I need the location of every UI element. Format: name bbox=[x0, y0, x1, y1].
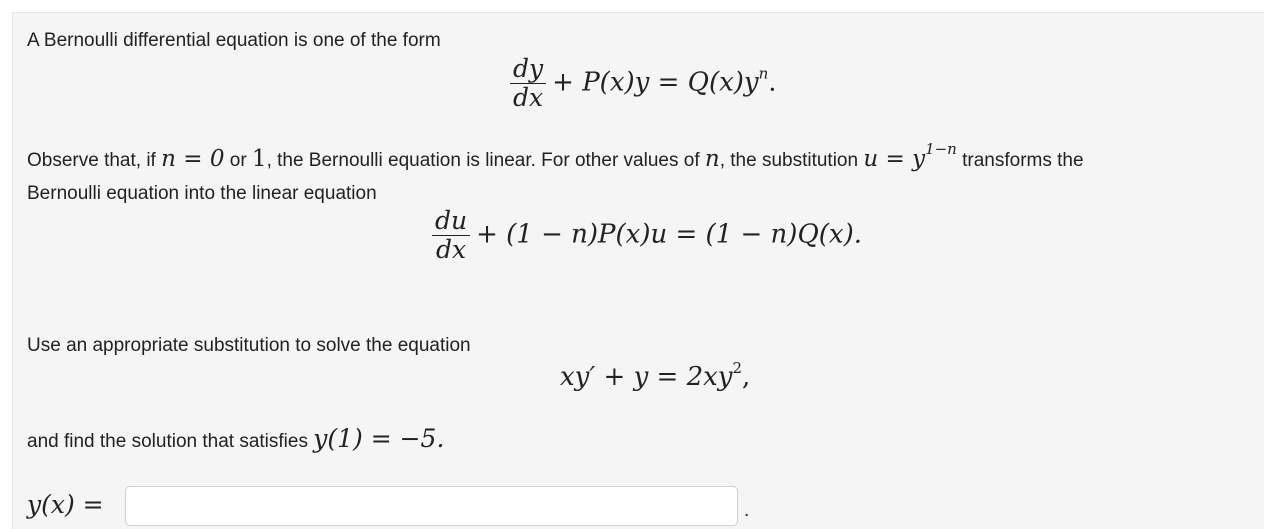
equation1-rest: + P(x)y = Q(x)y bbox=[552, 67, 759, 98]
equation3-comma: , bbox=[742, 362, 751, 392]
answer-label: y(x) = bbox=[27, 490, 104, 519]
substitution-expression: u = y bbox=[863, 146, 926, 172]
substitution-exponent: 1−n bbox=[925, 140, 957, 158]
answer-trailing-period: . bbox=[744, 500, 750, 521]
observe-text-2: or bbox=[224, 150, 252, 171]
n-variable: n bbox=[704, 146, 720, 172]
observe-text-5: transforms the bbox=[956, 150, 1084, 171]
denominator-dx-2: dx bbox=[436, 235, 467, 264]
denominator-dx: dx bbox=[513, 83, 544, 112]
du-dx-fraction bbox=[432, 207, 470, 264]
observe-text-4: , the substitution bbox=[719, 150, 864, 171]
answer-input[interactable] bbox=[125, 486, 738, 526]
equation1-period: . bbox=[768, 67, 777, 98]
condition-line bbox=[27, 424, 444, 453]
equation1-exponent: n bbox=[758, 64, 769, 83]
numerator-du: du bbox=[432, 207, 470, 236]
observe-line-1 bbox=[27, 140, 1084, 172]
observe-line-2: Bernoulli equation into the linear equation bbox=[27, 183, 377, 204]
observe-text-3: , the Bernoulli equation is linear. For other values of bbox=[266, 150, 705, 171]
condition-text: and find the solution that satisfies bbox=[27, 431, 314, 452]
observe-text-1: Observe that, if bbox=[27, 150, 162, 171]
given-equation bbox=[560, 359, 751, 392]
equation3-lhs: xy′ + y = 2xy bbox=[560, 362, 733, 392]
equation2-rest: + (1 − n)P(x)u = (1 − n)Q(x). bbox=[476, 219, 862, 250]
intro-text: A Bernoulli differential equation is one of the form bbox=[27, 30, 441, 51]
initial-condition: y(1) = −5. bbox=[313, 424, 445, 453]
n-equals-zero: n = 0 bbox=[161, 146, 225, 172]
linear-equation bbox=[432, 207, 862, 264]
task-text: Use an appropriate substitution to solve the equation bbox=[27, 335, 471, 356]
dy-dx-fraction bbox=[510, 55, 546, 112]
numerator-dy: dy bbox=[510, 55, 546, 84]
equation3-exponent: 2 bbox=[732, 359, 743, 377]
bernoulli-equation bbox=[510, 55, 777, 112]
one-value: 1 bbox=[251, 146, 267, 172]
